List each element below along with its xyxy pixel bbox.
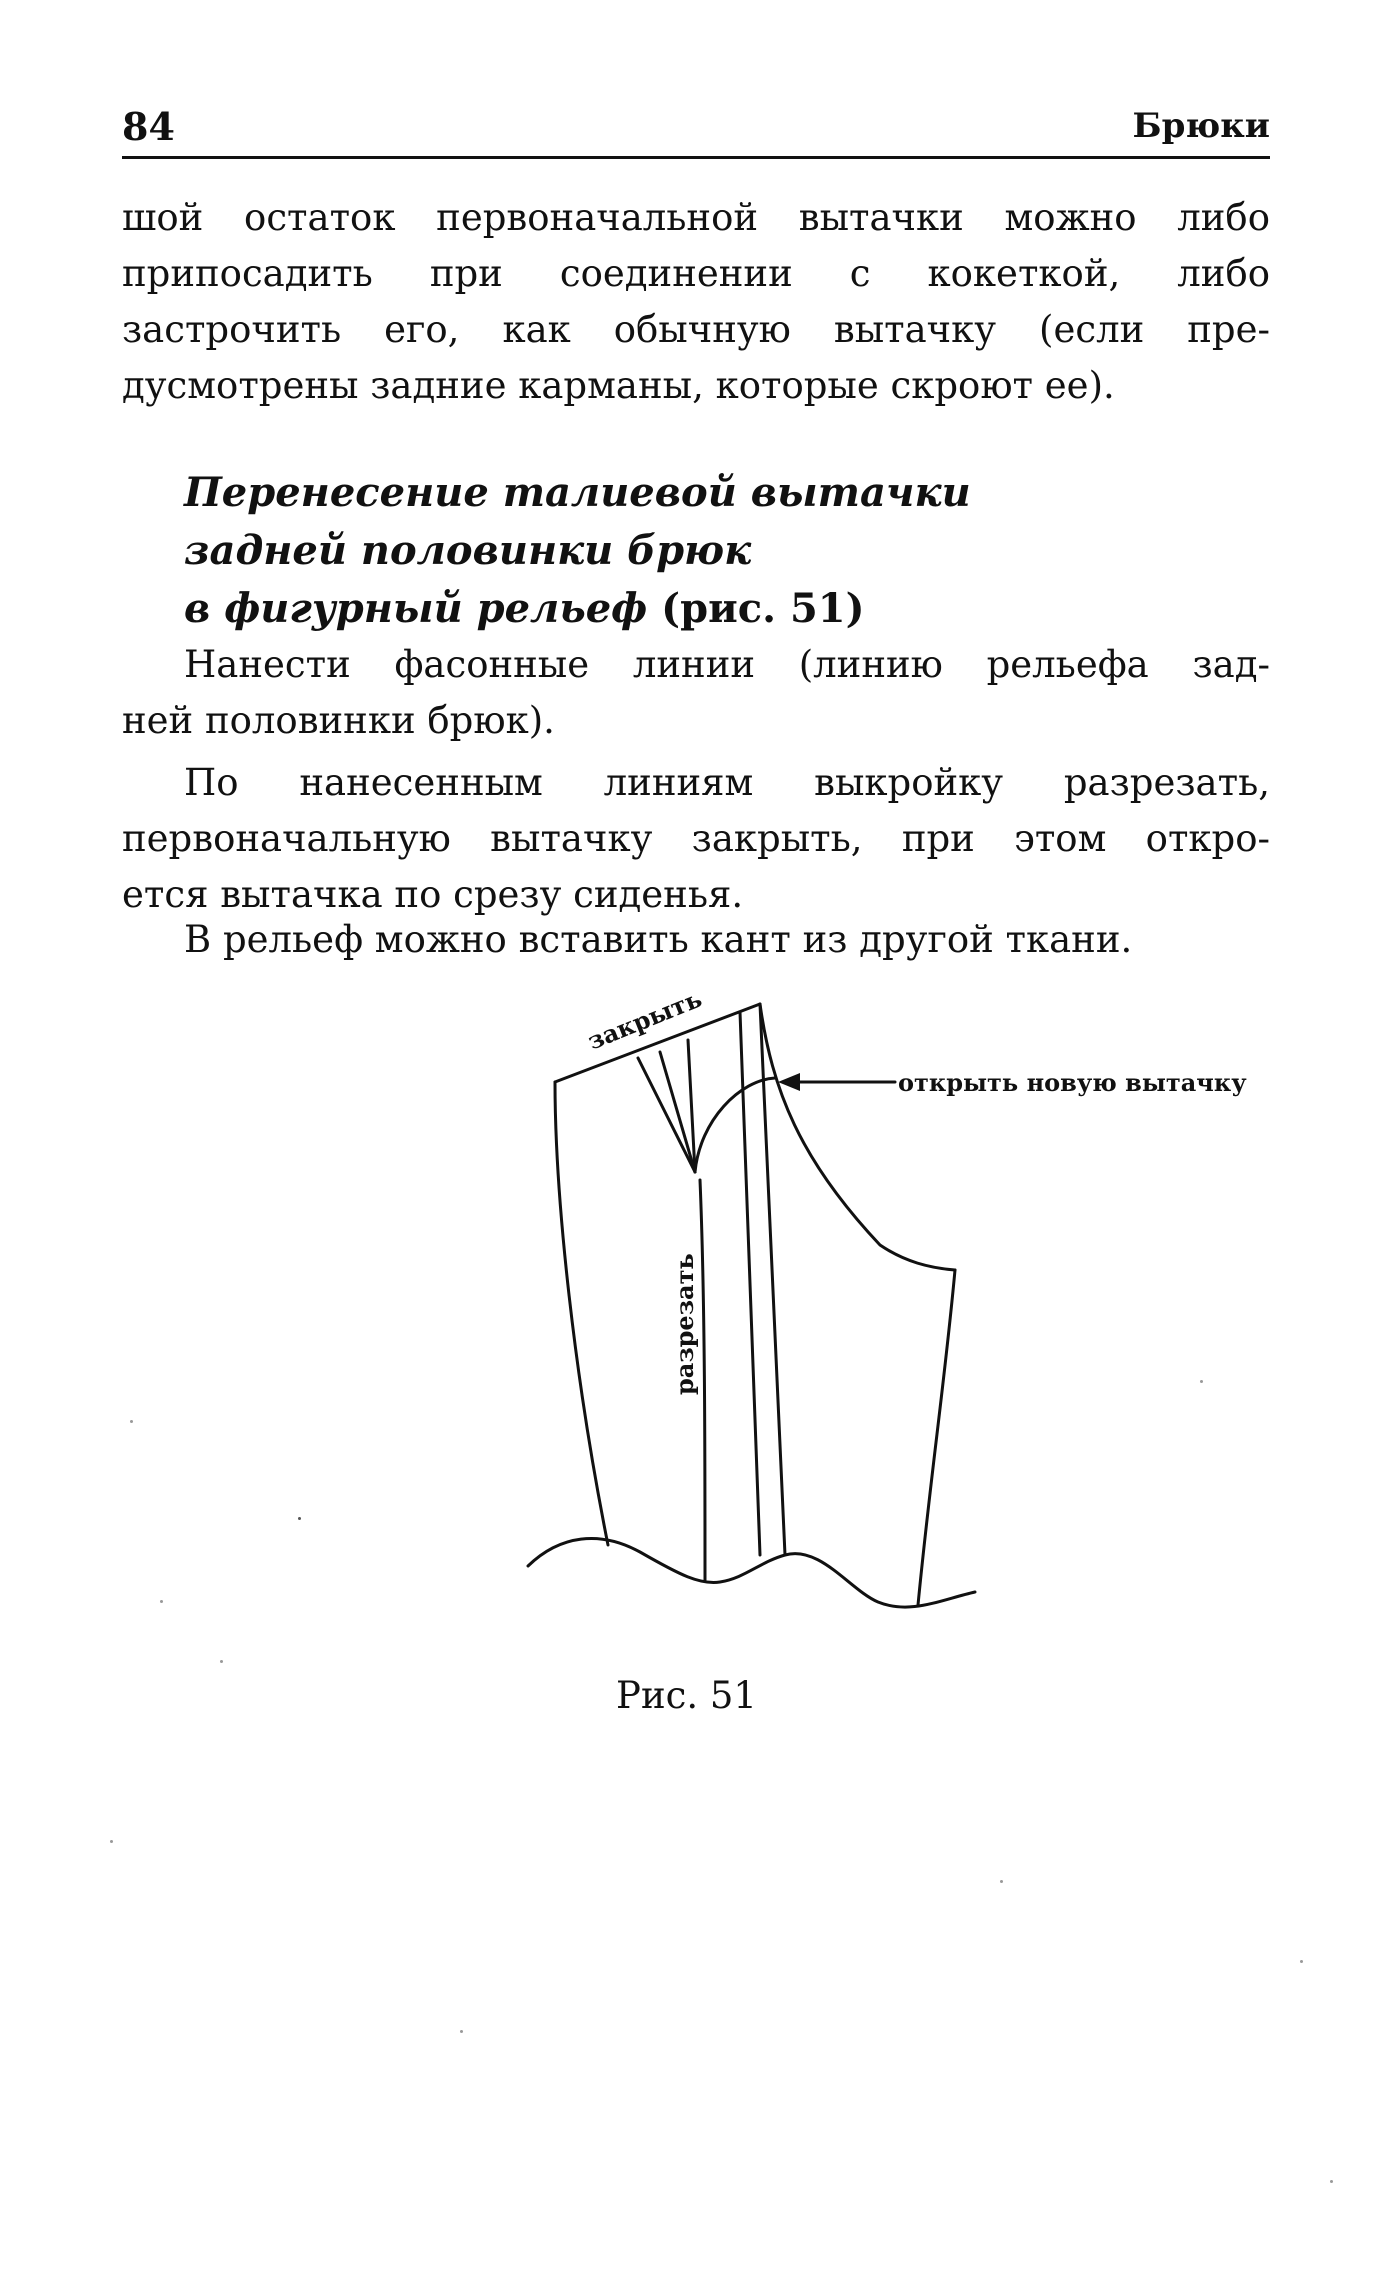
break-line (528, 1538, 975, 1607)
scan-speck (130, 1420, 133, 1423)
text-line: первоначальную вытачку закрыть, при этом откро- (122, 817, 1270, 860)
scan-speck (460, 2030, 463, 2033)
text-line: дусмотрены задние карманы, которые скроют ее). (122, 364, 1115, 407)
heading-line-with-ref (184, 580, 971, 638)
running-title: Брюки (1132, 106, 1270, 146)
label-close: закрыть (583, 983, 706, 1056)
text-line: Нанести фасонные линии (линию рельефа зад- (184, 643, 1270, 686)
seat-seam (760, 1004, 955, 1270)
body-paragraph-2 (122, 755, 1270, 923)
body-paragraph-1 (122, 637, 1270, 749)
text-line: В рельеф можно вставить кант из другой ткани. (184, 918, 1133, 961)
page-number: 84 (122, 104, 175, 149)
label-open-new-dart: открыть новую вытачку (898, 1068, 1247, 1097)
text-line: припосадить при соединении с кокеткой, либо (122, 252, 1270, 295)
scan-speck (1300, 1960, 1303, 1963)
inseam (918, 1270, 955, 1605)
heading-line-text: в фигурный рельеф (184, 585, 648, 632)
scan-speck (298, 1517, 301, 1520)
text-line: ется вытачка по срезу сиденья. (122, 873, 744, 916)
scan-speck (110, 1840, 113, 1843)
arrowhead (778, 1073, 800, 1091)
side-seam (555, 1082, 608, 1545)
heading-line: Перенесение талиевой вытачки (184, 469, 971, 516)
label-cut: разрезать (670, 1253, 699, 1395)
text-line: застрочить его, как обычную вытачку (если пре- (122, 308, 1270, 351)
intro-paragraph (122, 190, 1270, 414)
text-line: По нанесенным линиям выкройку разрезать, (184, 761, 1270, 804)
section-heading (184, 464, 971, 638)
text-line: шой остаток первоначальной вытачки можно либо (122, 196, 1270, 239)
scan-speck (220, 1660, 223, 1663)
crease-line-2 (760, 1004, 785, 1555)
crease-line-1 (740, 1012, 760, 1555)
page-header (122, 100, 1270, 159)
pattern-diagram (500, 980, 1280, 1630)
heading-line: задней половинки брюк (184, 527, 752, 574)
body-paragraph-3 (122, 912, 1270, 968)
cut-line (700, 1180, 705, 1580)
scan-speck (1330, 2180, 1333, 2183)
scan-speck (1200, 1380, 1203, 1383)
scan-speck (160, 1600, 163, 1603)
scan-speck (1000, 1880, 1003, 1883)
figure-reference: (рис. 51) (661, 585, 865, 632)
text-line: ней половинки брюк). (122, 699, 555, 742)
figure-caption: Рис. 51 (616, 1674, 757, 1717)
